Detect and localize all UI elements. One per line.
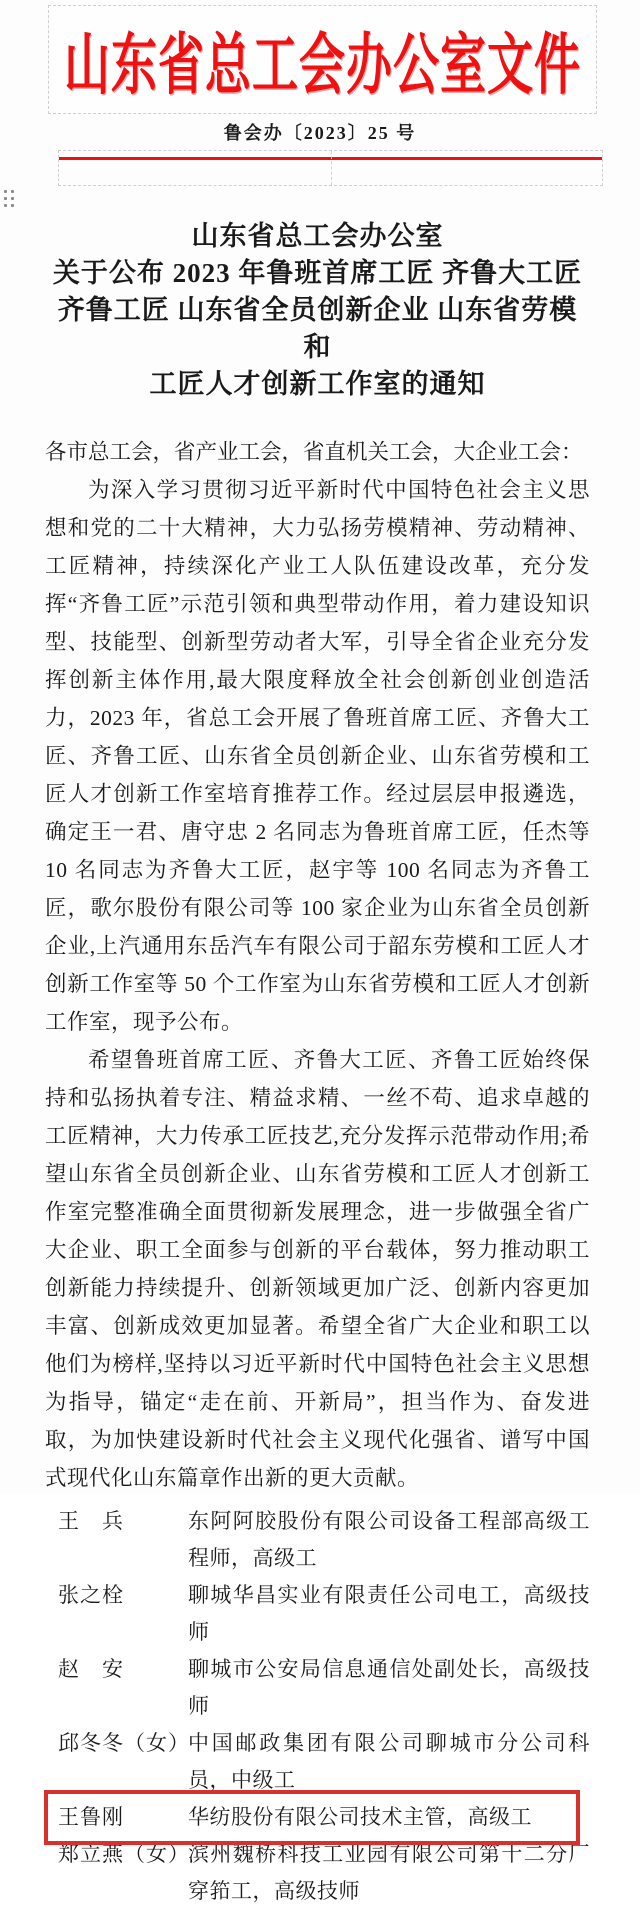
separator-table: [58, 150, 603, 186]
document-title-line: 工匠人才创新工作室的通知: [149, 369, 486, 399]
awardee-name: 赵 安: [58, 1657, 124, 1681]
awardee-name: 郑立燕（女）: [58, 1842, 190, 1866]
awardee-description: 聊城市公安局信息通信处副处长，高级技师: [188, 1657, 590, 1718]
table-cell-divider: [331, 151, 332, 185]
list-item: [58, 1836, 590, 1910]
table-drag-handle-icon[interactable]: [4, 190, 14, 207]
list-item: [58, 1577, 590, 1651]
awardee-list: [45, 1503, 590, 1910]
document-title: [45, 218, 590, 403]
awardee-description: 华纺股份有限公司技术主管，高级工: [188, 1805, 532, 1829]
paragraph: 希望鲁班首席工匠、齐鲁大工匠、齐鲁工匠始终保持和弘扬执着专注、精益求精、一丝不苟、追求卓越的工匠精神，大力传承工匠技艺,充分发挥示范带动作用;希望山东省全员创新企业、山东省劳模和工匠人才创新工作室完整准确全面贯彻新发展理念，进一步做强全省广大企业、职工全面参与创新的平台载体，努力推动职工创新能力持续提升、创新领域更加广泛、创新内容更加丰富、创新成效更加显著。希望全省广大企业和职工以他们为榜样,坚持以习近平新时代中国特色社会主义思想为指导，锚定“走在前、开新局”，担当作为、奋发进取，为加快建设新时代社会主义现代化强省、谱写中国式现代化山东篇章作出新的更大贡献。: [45, 1048, 590, 1490]
awardee-description: 中国邮政集团有限公司聊城市分公司科员，中级工: [188, 1731, 590, 1792]
document-title-line: 山东省总工会办公室: [191, 221, 444, 251]
awardee-name: 王 兵: [58, 1509, 124, 1533]
document-banner-box: [48, 5, 597, 114]
paragraph: 为深入学习贯彻习近平新时代中国特色社会主义思想和党的二十大精神，大力弘扬劳模精神、劳动精神、工匠精神，持续深化产业工人队伍建设改革，充分发挥“齐鲁工匠”示范引领和典型带动作用，着力建设知识型、技能型、创新型劳动者大军，引导全省企业充分发挥创新主体作用,最大限度释放全社会创新创业创造活力，2023 年，省总工会开展了鲁班首席工匠、齐鲁大工匠、齐鲁工匠、山东省全员创新企业、山东省劳模和工匠人才创新工作室培育推荐工作。经过层层申报遴选，确定王一君、唐守忠 2 名同志为鲁班首席工匠，任杰等 10 名同志为齐鲁大工匠，赵宇等 100 名同志为齐鲁工匠，歌尔股份有限公司等 100 家企业为山东省全员创新企业,上汽通用东岳汽车有限公司于韶东劳模和工匠人才创新工作室等 50 个工作室为山东省劳模和工匠人才创新工作室，现予公布。: [45, 478, 590, 1034]
list-item: [58, 1725, 590, 1799]
salutation: 各市总工会，省产业工会，省直机关工会，大企业工会：: [45, 440, 583, 464]
awardee-description: 东阿阿胶股份有限公司设备工程部高级工程师，高级工: [188, 1509, 590, 1570]
doc-number: 鲁会办〔2023〕25 号: [223, 123, 417, 143]
awardee-name: 邱冬冬（女）: [58, 1731, 190, 1755]
banner-title: 山东省总工会办公室文件: [64, 27, 581, 102]
document-body: [0, 218, 640, 1910]
list-item: [58, 1651, 590, 1725]
highlighted-list-item: [44, 1790, 580, 1845]
awardee-name: 张之栓: [58, 1583, 124, 1607]
awardee-description: 聊城华昌实业有限责任公司电工，高级技师: [188, 1583, 590, 1644]
document-title-line: 关于公布 2023 年鲁班首席工匠 齐鲁大工匠: [52, 258, 583, 288]
list-item: [58, 1503, 590, 1577]
awardee-description: 滨州魏桥科技工业园有限公司第十二分厂穿筘工，高级技师: [188, 1842, 590, 1903]
awardee-name: 王鲁刚: [58, 1805, 124, 1829]
document-title-line: 齐鲁工匠 山东省全员创新企业 山东省劳模和: [57, 295, 578, 362]
